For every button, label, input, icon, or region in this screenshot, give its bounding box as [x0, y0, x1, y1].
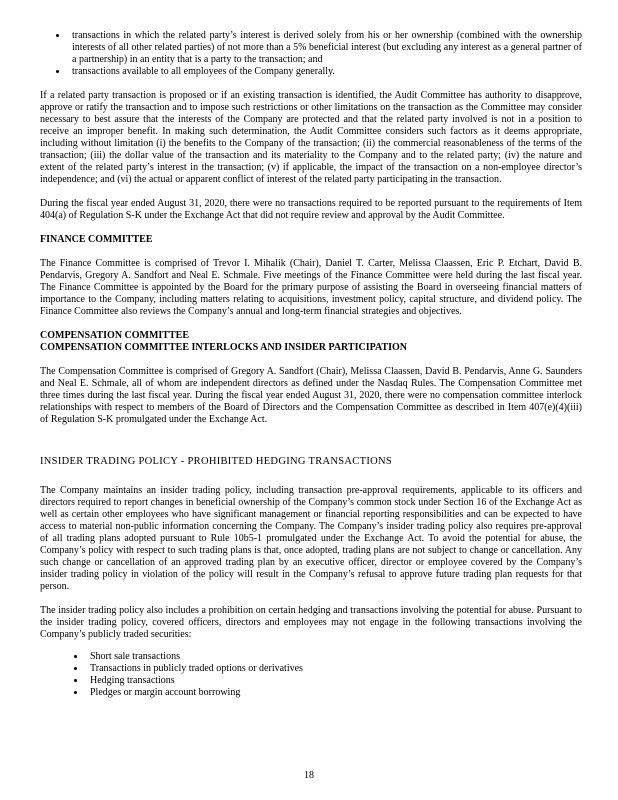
- heading-compensation-interlocks: COMPENSATION COMMITTEE INTERLOCKS AND INSIDER PARTICIPATION: [40, 342, 408, 353]
- paragraph-hedging-intro: The insider trading policy also includes a prohibition on certain hedging and transactions involving the potential for abuse. Pursuant to the insider trading policy, covered officers, directors and employees may not engage in the following transactions involving the Company’s publicly traded securities:: [40, 605, 582, 640]
- list-item: • Short sale transactions: [86, 651, 582, 663]
- paragraph-related-party-review: If a related party transaction is proposed or if an existing transaction is identified, the Audit Committee has authority to disapprove, approve or ratify the transaction and to impose such restrictions or other limitations on the transaction as the Committee may consider necessary to best assure that the interests of the Company are protected and that the related party involved is not in a position to receive an improper benefit. In making such determination, the Audit Committee considers such factors as it deems appropriate, including without limitation (i) the benefits to the Company of the transaction; (ii) the commercial reasonableness of the terms of the transaction; (iii) the dollar value of the transaction and its materiality to the Company and to the related party; (iv) the nature and extent of the related party’s interest in the transaction; (v) if applicable, the impact of the transaction on a non-employee director’s independence; and (vi) the actual or apparent conflict of interest of the related party participating in the transaction.: [40, 90, 582, 185]
- paragraph-compensation-committee: The Compensation Committee is comprised of Gregory A. Sandfort (Chair), Melissa Claassen, David B. Pendarvis, Anne G. Saunders and Neal E. Schmale, all of whom are independent directors as defined under the Nasdaq Rules. The Compensation Committee met three times during the last fiscal year. During the fiscal year ended August 31, 2020, there were no compensation committee interlock relationships with respect to members of the Board of Directors and the Compensation Committee as described in Item 407(e)(4)(iii) of Regulation S-K promulgated under the Exchange Act.: [40, 366, 582, 425]
- related-party-exceptions-list: [40, 30, 582, 78]
- list-item: • transactions in which the related party’s interest is derived solely from his or her ownership (combined with the ownership interests of all other related parties) of not more than a 5% beneficial interest (but excluding any interest as a general partner of a partnership) in an entity that is a party to the transaction; and: [68, 30, 582, 66]
- paragraph-finance-committee: The Finance Committee is comprised of Trevor I. Mihalik (Chair), Daniel T. Carter, Melissa Claassen, Eric P. Etchart, David B. Pendarvis, Gregory A. Sandfort and Neal E. Schmale. Five meetings of the Finance Committee were held during the last fiscal year. The Finance Committee is appointed by the Board for the primary purpose of assisting the Board in overseeing financial matters of importance to the Company, including matters relating to acquisitions, investment policy, capital structure, and dividend policy. The Finance Committee also reviews the Company’s annual and long-term financial strategies and objectives.: [40, 258, 582, 317]
- paragraph-insider-trading-policy: The Company maintains an insider trading policy, including transaction pre-approval requirements, applicable to its officers and directors required to report changes in beneficial ownership of the Company’s common stock under Section 16 of the Exchange Act as well as certain other employees who have significant management or financial reporting responsibilities and can be expected to have access to material non-public information concerning the Company. The Company’s insider trading policy also requires pre-approval of all trading plans adopted pursuant to Rule 10b5-1 promulgated under the Exchange Act. To avoid the potential for abuse, the Company’s policy with respect to such trading plans is that, once adopted, trading plans are not subject to change or cancellation. Any such change or cancellation of an approved trading plan by an executive officer, director or employee covered by the Company’s insider trading policy in violation of the policy will result in the Company’s refusal to approve future trading plan requests for that person.: [40, 485, 582, 592]
- page-number: 18: [304, 770, 314, 781]
- list-item: • transactions available to all employees of the Company generally.: [68, 66, 582, 78]
- prohibited-transactions-list: [40, 651, 582, 699]
- paragraph-fiscal-year-no-transactions: During the fiscal year ended August 31, 2020, there were no transactions required to be reported pursuant to the requirements of Item 404(a) of Regulation S-K under the Exchange Act that did not require review and approval by the Audit Committee.: [40, 198, 582, 221]
- list-item: • Pledges or margin account borrowing: [86, 687, 582, 699]
- heading-finance-committee: FINANCE COMMITTEE: [40, 234, 153, 245]
- heading-compensation-committee-group: [40, 330, 582, 354]
- list-item: • Transactions in publicly traded options or derivatives: [86, 663, 582, 675]
- heading-insider-trading-policy: INSIDER TRADING POLICY - PROHIBITED HEDGING TRANSACTIONS: [40, 456, 393, 467]
- heading-compensation-committee: COMPENSATION COMMITTEE: [40, 330, 189, 341]
- list-item: • Hedging transactions: [86, 675, 582, 687]
